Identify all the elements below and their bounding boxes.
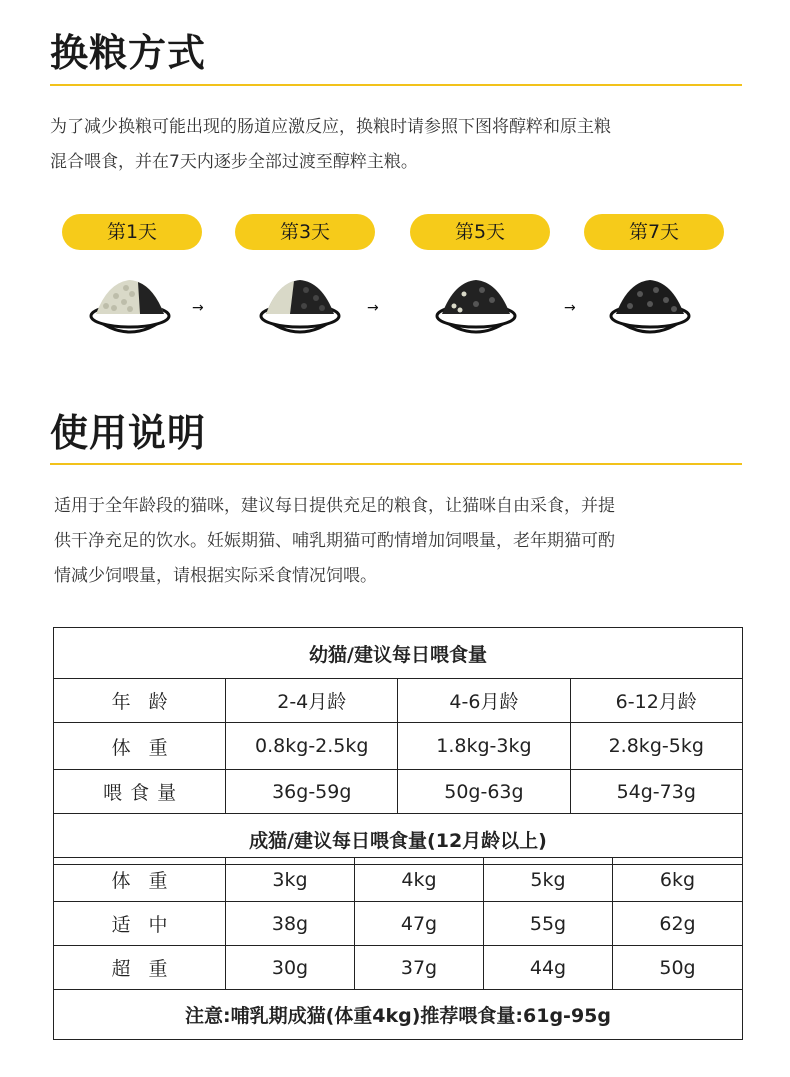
table-row [54,723,743,770]
table-row [54,858,743,902]
table-cell: 6kg [613,858,743,902]
table-cell: 3kg [226,858,355,902]
row-label-age: 年龄 [54,679,226,723]
bowl-day-5-icon [432,276,520,338]
bowl-day-1-icon [86,276,174,338]
table-cell: 44g [484,946,613,990]
row-label-feed-amount: 喂食量 [54,770,226,814]
section-divider [50,463,742,465]
adult-table-title: 成猫/建议每日喂食量(12月龄以上) [54,814,743,865]
bowl-day-3-icon [256,276,344,338]
table-cell: 47g [355,902,484,946]
table-cell: 5kg [484,858,613,902]
table-cell: 4-6月龄 [398,679,570,723]
kitten-title-row [54,628,743,679]
table-cell: 38g [226,902,355,946]
row-label-moderate: 适中 [54,902,226,946]
step-arrow-1: → [192,300,204,316]
section-title-usage: 使用说明 [50,411,207,455]
table-cell: 1.8kg-3kg [398,723,570,770]
section-title-food-switch: 换粮方式 [50,31,207,75]
table-row [54,770,743,814]
adult-feeding-table [53,857,743,1040]
section-divider [50,84,742,86]
table-cell: 30g [226,946,355,990]
table-row [54,946,743,990]
table-cell: 4kg [355,858,484,902]
table-row [54,902,743,946]
table-cell: 62g [613,902,743,946]
food-switch-description: 为了减少换粮可能出现的肠道应激反应，换粮时请参照下图将醇粹和原主粮 混合喂食，并在7天内逐步全部过渡至醇粹主粮。 [50,117,611,172]
step-arrow-3: → [564,300,576,316]
table-cell: 55g [484,902,613,946]
kitten-table-title: 幼猫/建议每日喂食量 [54,628,743,679]
note-row [54,990,743,1040]
usage-description: 适用于全年龄段的猫咪，建议每日提供充足的粮食，让猫咪自由采食，并提 供干净充足的饮水。妊娠期猫、哺乳期猫可酌情增加饲喂量，老年期猫可酌 情减少饲喂量，请根据实际采食情况饲喂。 [54,496,615,586]
table-row [54,679,743,723]
table-cell: 37g [355,946,484,990]
day-7-pill: 第7天 [584,214,724,250]
day-5-pill: 第5天 [410,214,550,250]
feeding-table [53,627,743,865]
row-label-weight: 体重 [54,723,226,770]
day-1-pill: 第1天 [62,214,202,250]
table-cell: 36g-59g [226,770,398,814]
step-arrow-2: → [367,300,379,316]
table-cell: 2.8kg-5kg [570,723,742,770]
table-cell: 0.8kg-2.5kg [226,723,398,770]
lactating-cat-note: 注意:哺乳期成猫(体重4kg)推荐喂食量:61g-95g [54,990,743,1040]
day-3-pill: 第3天 [235,214,375,250]
table-cell: 50g [613,946,743,990]
bowl-day-7-icon [606,276,694,338]
table-cell: 54g-73g [570,770,742,814]
table-cell: 6-12月龄 [570,679,742,723]
row-label-weight: 体重 [54,858,226,902]
table-cell: 2-4月龄 [226,679,398,723]
table-cell: 50g-63g [398,770,570,814]
row-label-overweight: 超重 [54,946,226,990]
